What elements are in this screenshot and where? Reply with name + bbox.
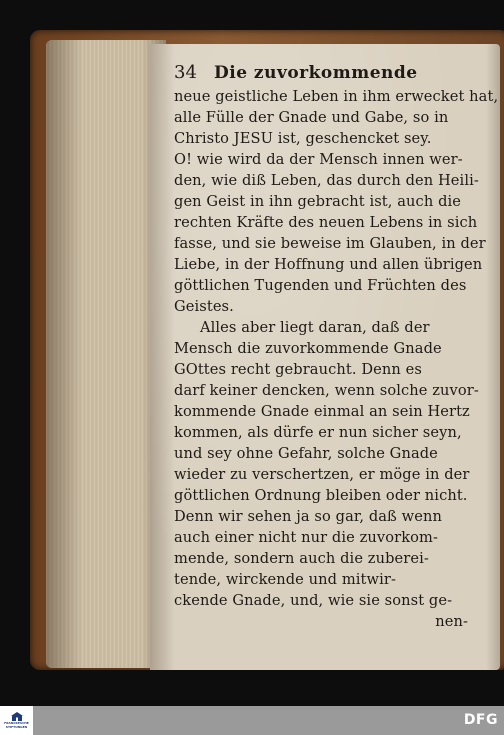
text-line: Alles aber liegt daran, daß der — [200, 319, 430, 336]
text-line: wieder zu verschertzen, er möge in der — [174, 466, 470, 483]
text-line: rechten Kräfte des neuen Lebens in sich — [174, 214, 478, 231]
franckesche-stiftungen-logo — [0, 706, 33, 735]
text-line: Christo JESU ist, geschencket sey. — [174, 130, 432, 147]
text-line: kommen, als dürfe er nun sicher seyn, — [174, 424, 462, 441]
text-line: ckende Gnade, und, wie sie sonst ge- — [174, 592, 453, 609]
text-line: Liebe, in der Hoffnung und allen übrigen — [174, 256, 483, 273]
text-line: GOttes recht gebraucht. Denn es — [174, 361, 422, 378]
text-line: und sey ohne Gefahr, solche Gnade — [174, 445, 438, 462]
text-line: Geistes. — [174, 298, 234, 315]
page-text — [174, 62, 499, 632]
text-line: alle Fülle der Gnade und Gabe, so in — [174, 109, 449, 126]
text-line: gen Geist in ihn gebracht ist, auch die — [174, 193, 462, 210]
page-header — [174, 62, 474, 86]
running-title: Die zuvorkommende — [214, 63, 418, 83]
text-line: göttlichen Tugenden und Früchten des — [174, 277, 467, 294]
text-line: nen- — [435, 613, 468, 630]
text-line: auch einer nicht nur die zuvorkom- — [174, 529, 438, 546]
text-line: darf keiner dencken, wenn solche zuvor- — [174, 382, 479, 399]
text-line: göttlichen Ordnung bleiben oder nicht. — [174, 487, 468, 504]
text-line: den, wie diß Leben, das durch den Heili- — [174, 172, 479, 189]
text-line: tende, wirckende und mitwir- — [174, 571, 396, 588]
text-line: O! wie wird da der Mensch innen wer- — [174, 151, 463, 168]
text-line: neue geistliche Leben in ihm erwecket hat, — [174, 88, 499, 105]
page-number: 34 — [174, 62, 197, 83]
text-line: Mensch die zuvorkommende Gnade — [174, 340, 442, 357]
text-line: mende, sondern auch die zuberei- — [174, 550, 429, 567]
logo-text-2: STIFTUNGEN — [5, 724, 28, 729]
viewer-footer-bar — [0, 706, 504, 735]
text-line: Denn wir sehen ja so gar, daß wenn — [174, 508, 442, 525]
text-block — [174, 86, 499, 632]
page-edges — [46, 40, 166, 668]
text-line: kommende Gnade einmal an sein Hertz — [174, 403, 470, 420]
dfg-logo: DFG — [463, 712, 498, 728]
logo-text-1: FRANCKESCHE — [4, 721, 29, 725]
text-line: fasse, und sie beweise im Glauben, in der — [174, 235, 486, 252]
